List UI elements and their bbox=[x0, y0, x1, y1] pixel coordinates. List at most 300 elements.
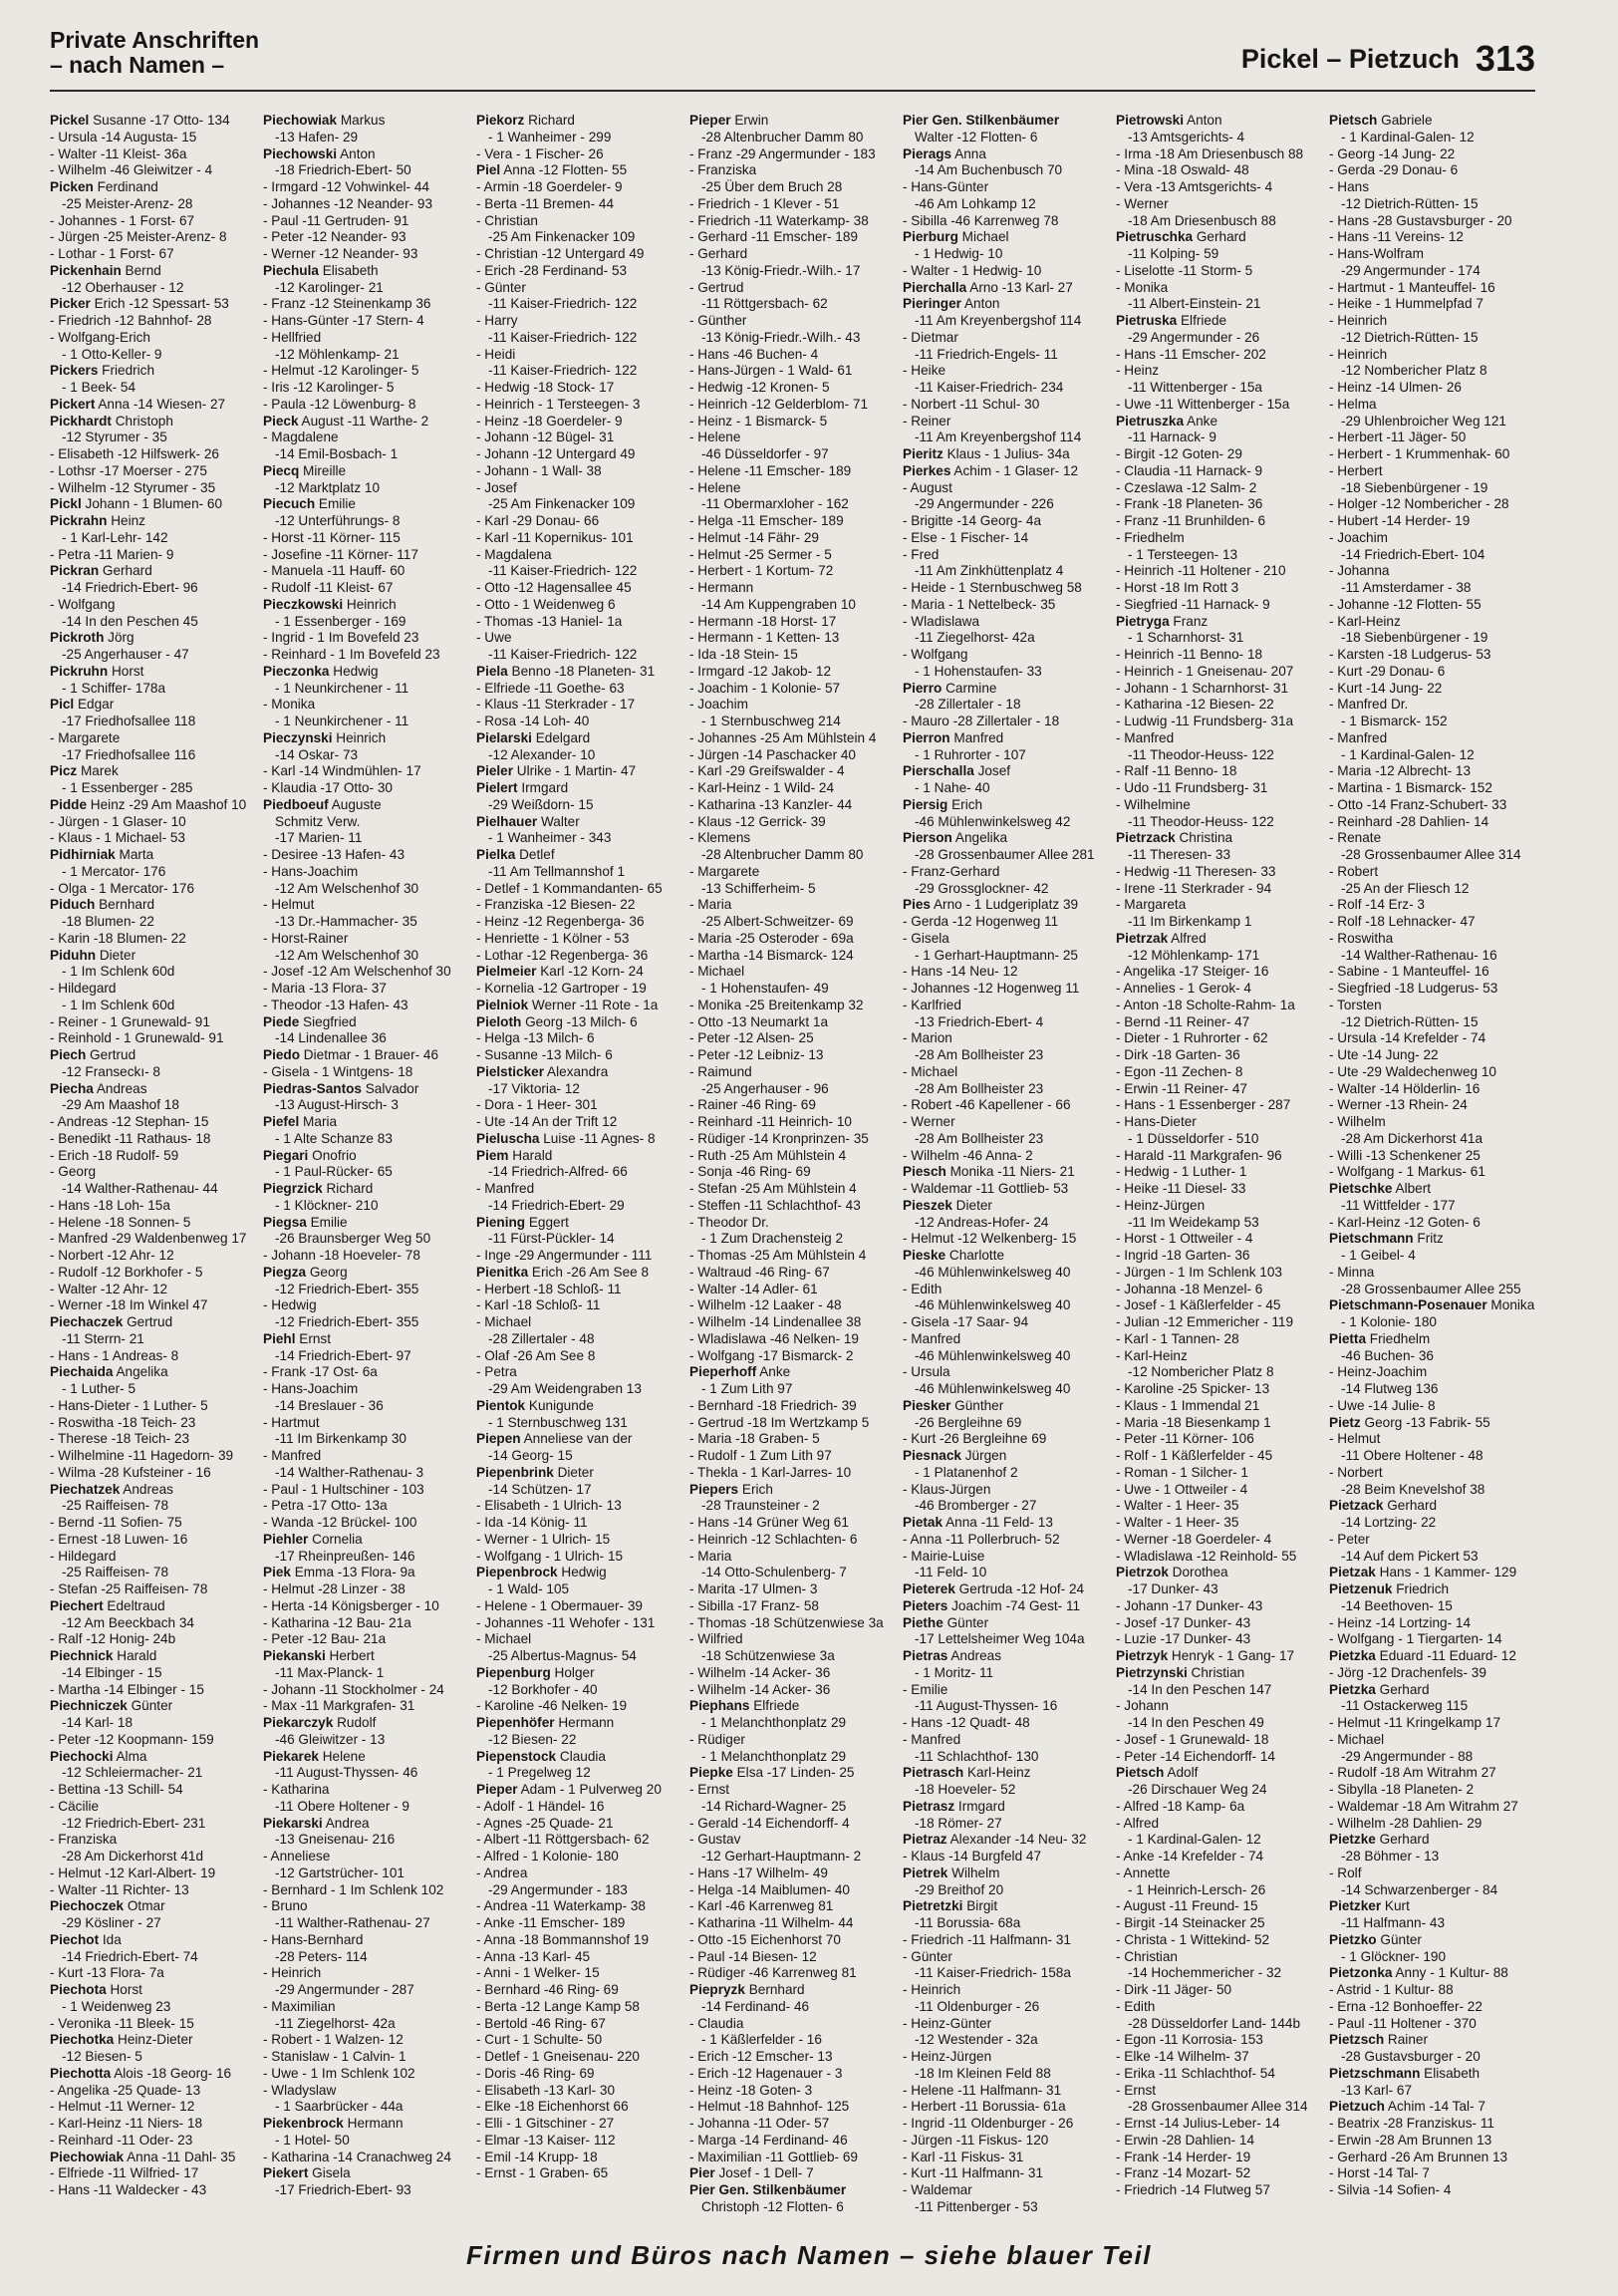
entry-text: - Karl -11 Fiskus- 31 bbox=[903, 2149, 1024, 2164]
entry-text: - 1 Glöckner- 190 bbox=[1341, 1948, 1447, 1964]
directory-entry bbox=[689, 1832, 889, 1849]
entry-text: - Johann -18 Hoeveler- 78 bbox=[263, 1248, 420, 1263]
surname: Pientok bbox=[476, 1397, 526, 1413]
entry-text: - Czeslawa -12 Salm- 2 bbox=[1116, 479, 1257, 495]
entry-text: - Erwin -28 Am Brunnen 13 bbox=[1329, 2132, 1492, 2148]
entry-text: - 1 Im Schlenk 60d bbox=[62, 997, 175, 1012]
entry-text: - Erika -11 Schlachthof- 54 bbox=[1116, 2065, 1275, 2081]
entry-text: - Anton -18 Scholte-Rahm- 1a bbox=[1116, 997, 1295, 1012]
directory-entry bbox=[263, 363, 462, 380]
directory-entry bbox=[903, 1932, 1102, 1949]
entry-text: - Kurt -13 Flora- 7a bbox=[50, 1965, 164, 1981]
entry-text: - Susanne -13 Milch- 6 bbox=[476, 1047, 613, 1062]
directory-entry bbox=[689, 2133, 889, 2150]
directory-entry bbox=[1329, 964, 1528, 981]
directory-entry bbox=[903, 263, 1102, 280]
entry-text: - Robert - 1 Walzen- 12 bbox=[263, 2032, 404, 2048]
entry-text: - Michael bbox=[476, 1314, 532, 1329]
entry-text: - Johanna -11 Oder- 57 bbox=[689, 2116, 830, 2131]
entry-text: -46 Buchen- 36 bbox=[1341, 1347, 1434, 1363]
directory-entry bbox=[689, 1882, 889, 1899]
directory-entry bbox=[1329, 1932, 1528, 1949]
directory-entry bbox=[1116, 330, 1315, 347]
surname: Piechula bbox=[263, 262, 319, 278]
entry-text: Carmine bbox=[942, 680, 997, 696]
directory-entry bbox=[689, 948, 889, 965]
surname: Piel bbox=[476, 162, 501, 178]
directory-entry bbox=[50, 1364, 249, 1381]
directory-entry bbox=[263, 1398, 462, 1415]
entry-text: -28 Grossenbaumer Allee 314 bbox=[1341, 847, 1521, 862]
entry-text: Karl -12 Korn- 24 bbox=[536, 964, 644, 980]
entry-text: - Kurt -29 Donau- 6 bbox=[1329, 663, 1446, 679]
entry-text: Günter bbox=[1376, 1931, 1422, 1947]
directory-entry bbox=[476, 1448, 675, 1465]
entry-text: - Herbert -18 Schloß- 11 bbox=[476, 1281, 622, 1296]
entry-text: - Christa - 1 Wittekind- 52 bbox=[1116, 1931, 1270, 1947]
directory-entry bbox=[476, 864, 675, 881]
entry-text: - Ursula bbox=[903, 1364, 950, 1380]
directory-entry bbox=[1116, 864, 1315, 881]
directory-entry bbox=[476, 263, 675, 280]
entry-text: - Maria - 1 Nettelbeck- 35 bbox=[903, 596, 1056, 612]
directory-entry bbox=[1116, 1565, 1315, 1581]
entry-text: Achim -14 Tal- 7 bbox=[1384, 2099, 1485, 2115]
entry-text: -28 Traunsteiner - 2 bbox=[701, 1498, 820, 1514]
directory-entry bbox=[689, 1265, 889, 1282]
directory-entry bbox=[50, 2116, 249, 2133]
entry-text: - Birgit -14 Steinacker 25 bbox=[1116, 1915, 1265, 1930]
directory-entry bbox=[1116, 1215, 1315, 1232]
footer-note: Firmen und Büros nach Namen – siehe blauer Teil bbox=[466, 2240, 1152, 2270]
entry-text: -11 Im Birkenkamp 1 bbox=[1128, 914, 1252, 929]
directory-entry bbox=[50, 830, 249, 847]
surname: Piekarski bbox=[263, 1815, 323, 1831]
directory-entry bbox=[263, 1064, 462, 1081]
entry-text: Holger bbox=[550, 1664, 595, 1680]
entry-text: - Sabine - 1 Manteuffel- 16 bbox=[1329, 964, 1489, 980]
directory-entry bbox=[1116, 1097, 1315, 1114]
entry-text: - Friedrich -12 Bahnhof- 28 bbox=[50, 313, 212, 328]
directory-entry bbox=[476, 162, 675, 179]
directory-entry bbox=[476, 530, 675, 547]
directory-entry bbox=[903, 697, 1102, 714]
entry-text: - Dirk -11 Jäger- 50 bbox=[1116, 1982, 1232, 1997]
directory-entry bbox=[50, 1047, 249, 1064]
directory-entry bbox=[263, 747, 462, 764]
entry-text: - Erwin -11 Reiner- 47 bbox=[1116, 1080, 1247, 1096]
directory-entry bbox=[689, 1282, 889, 1298]
entry-text: -11 Wittfelder - 177 bbox=[1341, 1197, 1456, 1213]
entry-text: -12 Möhlenkamp- 21 bbox=[275, 346, 400, 362]
entry-text: - Ute -14 Jung- 22 bbox=[1329, 1047, 1439, 1062]
entry-text: - Heinrich bbox=[263, 1965, 322, 1981]
directory-entry bbox=[50, 1482, 249, 1499]
directory-entry bbox=[1329, 1782, 1528, 1799]
entry-text: Adam - 1 Pulverweg 20 bbox=[517, 1782, 662, 1797]
directory-entry bbox=[476, 1615, 675, 1632]
entry-text: -14 Flutweg 136 bbox=[1341, 1381, 1439, 1396]
entry-text: - Hans -46 Buchen- 4 bbox=[689, 346, 819, 362]
entry-text: - Ida -14 König- 11 bbox=[476, 1515, 588, 1530]
entry-text: - Manfred Dr. bbox=[1329, 697, 1409, 713]
directory-entry bbox=[1329, 1482, 1528, 1499]
entry-text: -46 Mühlenwinkelsweg 40 bbox=[915, 1264, 1071, 1280]
directory-entry bbox=[263, 213, 462, 230]
directory-entry bbox=[1329, 1915, 1528, 1932]
directory-entry bbox=[1116, 1431, 1315, 1448]
directory-entry bbox=[263, 1965, 462, 1982]
entry-text: Bernd bbox=[121, 262, 161, 278]
directory-entry bbox=[50, 1782, 249, 1799]
directory-entry bbox=[1116, 647, 1315, 664]
entry-text: Erich bbox=[738, 1481, 773, 1497]
directory-entry bbox=[689, 347, 889, 364]
entry-text: - Erna -12 Bonhoeffer- 22 bbox=[1329, 1998, 1483, 2014]
entry-text: - Hildegard bbox=[50, 981, 117, 996]
entry-text: - Silvia -14 Sofien- 4 bbox=[1329, 2182, 1452, 2197]
directory-entry bbox=[1116, 1782, 1315, 1799]
entry-text: - Wilma -28 Kufsteiner - 16 bbox=[50, 1464, 211, 1480]
entry-text: -29 Am Weidengraben 13 bbox=[488, 1381, 642, 1396]
surname: Pieper bbox=[476, 1782, 518, 1797]
directory-entry bbox=[476, 1030, 675, 1047]
surname: Pietrzak bbox=[1116, 930, 1169, 946]
directory-entry bbox=[1116, 480, 1315, 497]
directory-entry bbox=[689, 1148, 889, 1165]
directory-entry bbox=[50, 1114, 249, 1131]
entry-text: - Joachim - 1 Kolonie- 57 bbox=[689, 680, 841, 696]
entry-text: - Bertold -46 Ring- 67 bbox=[476, 2015, 606, 2031]
entry-text: - Ernst bbox=[1116, 2082, 1157, 2098]
directory-entry bbox=[1329, 2016, 1528, 2033]
entry-text: - Angelika -25 Quade- 13 bbox=[50, 2082, 201, 2098]
entry-text: - Stanislaw - 1 Calvin- 1 bbox=[263, 2049, 406, 2064]
entry-text: - Manfred bbox=[263, 1448, 322, 1463]
directory-entry bbox=[689, 1849, 889, 1866]
entry-text: -14 Oskar- 73 bbox=[275, 746, 359, 762]
entry-text: - Jürgen -25 Meister-Arenz- 8 bbox=[50, 229, 227, 245]
directory-entry bbox=[1329, 1248, 1528, 1265]
directory-entry bbox=[903, 2049, 1102, 2066]
entry-text: - Otto -13 Neumarkt 1a bbox=[689, 1013, 829, 1029]
directory-entry bbox=[263, 1982, 462, 1999]
entry-text: -28 Peters- 114 bbox=[275, 1948, 368, 1964]
directory-entry bbox=[50, 1631, 249, 1648]
entry-text: - Wolfgang-Erich bbox=[50, 329, 150, 345]
entry-text: - Helga -11 Emscher- 189 bbox=[689, 513, 844, 528]
directory-entry bbox=[476, 1816, 675, 1833]
entry-text: - Heinz -18 Goten- 3 bbox=[689, 2082, 813, 2098]
entry-text: - Martina - 1 Bismarck- 152 bbox=[1329, 780, 1492, 795]
directory-entry bbox=[263, 1314, 462, 1331]
entry-text: - Günter bbox=[903, 1948, 952, 1964]
directory-entry bbox=[903, 430, 1102, 446]
directory-entry bbox=[689, 1765, 889, 1782]
entry-text: - Katharina bbox=[263, 1782, 330, 1797]
entry-text: -29 Breithof 20 bbox=[915, 1881, 1004, 1897]
directory-entry bbox=[1329, 1631, 1528, 1648]
entry-text: - Andreas -12 Stephan- 15 bbox=[50, 1114, 209, 1129]
entry-text: -46 Gleiwitzer - 13 bbox=[275, 1731, 386, 1747]
directory-entry bbox=[263, 1415, 462, 1432]
directory-entry bbox=[1116, 1448, 1315, 1465]
directory-entry bbox=[1329, 814, 1528, 831]
entry-text: -11 Kaiser-Friedrich- 158a bbox=[915, 1965, 1071, 1981]
entry-text: - Waldemar -11 Gottlieb- 53 bbox=[903, 1181, 1069, 1196]
directory-entry bbox=[476, 1915, 675, 1932]
surname: Pietrzok bbox=[1116, 1565, 1169, 1580]
entry-text: - Walter -12 Ahr- 12 bbox=[50, 1281, 168, 1296]
surname: Piecha bbox=[50, 1080, 94, 1096]
directory-entry bbox=[1116, 998, 1315, 1014]
entry-text: - Wilhelm -12 Laaker - 48 bbox=[689, 1297, 842, 1313]
directory-entry bbox=[50, 697, 249, 714]
entry-text: -11 Feld- 10 bbox=[915, 1565, 987, 1580]
directory-entry bbox=[263, 864, 462, 881]
entry-text: - Anna -11 Pollerbruch- 52 bbox=[903, 1531, 1060, 1547]
entry-text: - Karin -18 Blumen- 22 bbox=[50, 930, 186, 946]
directory-entry bbox=[903, 914, 1102, 931]
directory-entry bbox=[689, 1448, 889, 1465]
entry-text: - Gerhard -26 Am Brunnen 13 bbox=[1329, 2149, 1508, 2164]
surname: Piepenbrink bbox=[476, 1464, 554, 1480]
entry-text: - Waldemar -18 Am Witrahm 27 bbox=[1329, 1798, 1518, 1814]
directory-entry bbox=[50, 714, 249, 730]
entry-text: - 1 Hohenstaufen- 49 bbox=[701, 981, 829, 996]
entry-text: - Anna -18 Bommannshof 19 bbox=[476, 1931, 650, 1947]
entry-text: - Kurt -26 Bergleihne 69 bbox=[903, 1431, 1047, 1447]
surname: Pielert bbox=[476, 780, 518, 795]
entry-text: - Hans-Joachim bbox=[263, 1381, 359, 1396]
directory-entry bbox=[903, 196, 1102, 213]
entry-text: - Hans - 1 Essenberger - 287 bbox=[1116, 1097, 1291, 1113]
entry-text: - Ursula -14 Augusta- 15 bbox=[50, 129, 197, 144]
directory-entry bbox=[689, 1515, 889, 1532]
entry-text: - Johann -11 Stockholmer - 24 bbox=[263, 1681, 444, 1697]
surname: Pietretzki bbox=[903, 1898, 963, 1914]
entry-text: - Heidi bbox=[476, 346, 516, 362]
directory-entry bbox=[689, 380, 889, 397]
directory-entry bbox=[1329, 914, 1528, 931]
entry-text: - Gertrud bbox=[689, 279, 744, 295]
directory-entry bbox=[476, 2150, 675, 2166]
entry-text: - Ernst -14 Julius-Leber- 14 bbox=[1116, 2116, 1280, 2131]
entry-text: - Werner -12 Neander- 93 bbox=[263, 246, 418, 261]
directory-entry bbox=[50, 1799, 249, 1816]
entry-text: - Helga -13 Milch- 6 bbox=[476, 1030, 595, 1046]
entry-text: - Claudia bbox=[689, 2015, 744, 2031]
directory-entry bbox=[476, 1866, 675, 1882]
surname: Piedo bbox=[263, 1047, 301, 1062]
entry-text: -11 Am Kreyenbergshof 114 bbox=[915, 313, 1082, 328]
section-heading-line2: – nach Namen – bbox=[50, 52, 225, 78]
entry-text: - Uwe - 1 Im Schlenk 102 bbox=[263, 2065, 415, 2081]
entry-text: -14 Georg- 15 bbox=[488, 1448, 573, 1463]
entry-text: -11 Kaiser-Friedrich- 122 bbox=[488, 647, 638, 662]
directory-entry bbox=[689, 914, 889, 931]
entry-text: - Maximilian bbox=[263, 1998, 336, 2014]
directory-entry bbox=[1329, 1431, 1528, 1448]
directory-entry bbox=[50, 363, 249, 380]
entry-text: - Hermann - 1 Ketten- 13 bbox=[689, 630, 840, 646]
entry-text: Gerhard bbox=[99, 563, 152, 579]
entry-text: -14 Friedrich-Ebert- 97 bbox=[275, 1347, 411, 1363]
directory-entry bbox=[263, 513, 462, 530]
directory-entry bbox=[1329, 380, 1528, 397]
directory-entry bbox=[1329, 1465, 1528, 1482]
directory-entry bbox=[689, 1431, 889, 1448]
directory-entry bbox=[476, 1631, 675, 1648]
directory-entry bbox=[50, 380, 249, 397]
directory-entry bbox=[50, 430, 249, 446]
entry-text: - Waltraud -46 Ring- 67 bbox=[689, 1264, 830, 1280]
entry-text: Günther bbox=[950, 1397, 1004, 1413]
directory-entry bbox=[476, 1231, 675, 1248]
directory-entry bbox=[903, 1331, 1102, 1348]
directory-entry bbox=[1116, 948, 1315, 965]
directory-entry bbox=[1116, 246, 1315, 263]
directory-entry bbox=[263, 614, 462, 631]
entry-text: Salvador bbox=[361, 1080, 419, 1096]
entry-text: - Franz-Gerhard bbox=[903, 863, 1000, 879]
directory-entry bbox=[1329, 1231, 1528, 1248]
entry-text: - Michael bbox=[476, 1631, 532, 1647]
directory-entry bbox=[1329, 397, 1528, 414]
directory-entry bbox=[903, 1198, 1102, 1215]
surname: Pietraz bbox=[903, 1832, 947, 1848]
entry-text: - Jürgen -14 Paschacker 40 bbox=[689, 746, 856, 762]
directory-entry bbox=[476, 1498, 675, 1515]
directory-entry bbox=[689, 1297, 889, 1314]
entry-text: - Vera - 1 Fischer- 26 bbox=[476, 145, 604, 161]
directory-entry bbox=[1116, 1749, 1315, 1766]
directory-entry bbox=[50, 1448, 249, 1465]
directory-entry bbox=[1116, 830, 1315, 847]
directory-entry bbox=[1116, 1515, 1315, 1532]
entry-text: Monika bbox=[1486, 1297, 1535, 1313]
entry-text: Hermann bbox=[343, 2116, 404, 2131]
entry-text: - 1 Sternbuschweg 131 bbox=[488, 1414, 628, 1430]
directory-entry bbox=[476, 1215, 675, 1232]
directory-entry bbox=[1116, 496, 1315, 513]
directory-entry bbox=[476, 1565, 675, 1581]
directory-entry bbox=[1116, 2032, 1315, 2049]
directory-entry bbox=[903, 881, 1102, 898]
directory-entry bbox=[689, 2165, 889, 2182]
directory-entry bbox=[1329, 1131, 1528, 1148]
directory-entry bbox=[50, 1248, 249, 1265]
directory-entry bbox=[689, 1047, 889, 1064]
directory-entry bbox=[1116, 2150, 1315, 2166]
entry-text: - Wilhelm -14 Acker- 36 bbox=[689, 1681, 831, 1697]
directory-entry bbox=[1329, 1282, 1528, 1298]
directory-entry bbox=[903, 964, 1102, 981]
entry-text: - Horst -14 Tal- 7 bbox=[1329, 2165, 1430, 2181]
directory-entry bbox=[476, 1398, 675, 1415]
directory-entry bbox=[1116, 1030, 1315, 1047]
directory-entry bbox=[903, 1181, 1102, 1198]
directory-entry bbox=[689, 1364, 889, 1381]
entry-text: - Albert -11 Röttgersbach- 62 bbox=[476, 1832, 650, 1848]
directory-entry bbox=[689, 1648, 889, 1665]
entry-text: - Inge -29 Angermunder - 111 bbox=[476, 1248, 653, 1263]
directory-entry bbox=[476, 1482, 675, 1499]
directory-entry bbox=[1116, 1949, 1315, 1966]
directory-entry bbox=[689, 697, 889, 714]
entry-text: - Josef - 1 Grunewald- 18 bbox=[1116, 1731, 1269, 1747]
directory-entry bbox=[476, 1331, 675, 1348]
entry-text: - Manfred bbox=[1329, 729, 1388, 745]
directory-entry bbox=[50, 2066, 249, 2083]
directory-entry bbox=[1116, 1164, 1315, 1181]
directory-entry bbox=[1116, 229, 1315, 246]
directory-entry bbox=[476, 1765, 675, 1782]
directory-entry bbox=[689, 496, 889, 513]
entry-text: - Johann - 1 Scharnhorst- 31 bbox=[1116, 680, 1289, 696]
entry-text: - Jürgen - 1 Glaser- 10 bbox=[50, 813, 186, 829]
directory-entry bbox=[1116, 747, 1315, 764]
directory-entry bbox=[1329, 730, 1528, 747]
entry-text: - Alfred bbox=[1116, 1815, 1160, 1831]
directory-entry bbox=[903, 981, 1102, 998]
directory-entry bbox=[689, 2032, 889, 2049]
entry-text: Helene bbox=[318, 1748, 366, 1764]
directory-entry bbox=[1329, 1898, 1528, 1915]
surname: Pierags bbox=[903, 145, 952, 161]
directory-entry bbox=[263, 280, 462, 297]
entry-text: Georg -13 Milch- 6 bbox=[521, 1013, 638, 1029]
entry-text: - Hans bbox=[1329, 179, 1370, 194]
directory-entry bbox=[1329, 1064, 1528, 1081]
entry-text: Gertrud bbox=[86, 1047, 136, 1062]
entry-text: - Thomas -13 Haniel- 1a bbox=[476, 613, 623, 629]
entry-text: - Uwe -14 Julie- 8 bbox=[1329, 1397, 1436, 1413]
entry-text: -28 Am Bollheister 23 bbox=[915, 1130, 1044, 1146]
entry-text: -12 Oberhauser - 12 bbox=[62, 279, 184, 295]
directory-entry bbox=[476, 380, 675, 397]
entry-text: Horst bbox=[108, 663, 144, 679]
directory-entry bbox=[476, 229, 675, 246]
directory-entry bbox=[689, 1482, 889, 1499]
entry-text: - Bernd -11 Sofien- 75 bbox=[50, 1515, 182, 1530]
surname: Piechatzek bbox=[50, 1481, 121, 1497]
directory-entry bbox=[903, 2083, 1102, 2100]
surname: Pietzka bbox=[1329, 1681, 1376, 1697]
entry-text: -25 Am Finkenacker 109 bbox=[488, 496, 636, 512]
entry-text: Christoph -12 Flotten- 6 bbox=[701, 2198, 844, 2214]
directory-column bbox=[476, 113, 675, 2190]
directory-entry bbox=[1116, 681, 1315, 698]
entry-text: -25 Raiffeisen- 78 bbox=[62, 1498, 169, 1514]
directory-entry bbox=[50, 630, 249, 647]
directory-entry bbox=[263, 313, 462, 330]
directory-entry bbox=[50, 1081, 249, 1098]
entry-text: - Frank -17 Ost- 6a bbox=[263, 1364, 378, 1380]
entry-text: - Harry bbox=[476, 313, 518, 328]
entry-text: - Reinhard -11 Oder- 23 bbox=[50, 2132, 193, 2148]
directory-entry bbox=[689, 714, 889, 730]
entry-text: Herbert bbox=[325, 1648, 375, 1663]
directory-entry bbox=[689, 246, 889, 263]
entry-text: Manfred bbox=[949, 729, 1004, 745]
entry-text: - Martha -14 Bismarck- 124 bbox=[689, 947, 854, 963]
entry-text: Georg bbox=[306, 1264, 348, 1280]
directory-entry bbox=[476, 714, 675, 730]
directory-entry bbox=[903, 1314, 1102, 1331]
entry-text: Dieter bbox=[951, 1197, 992, 1213]
directory-entry bbox=[1116, 1849, 1315, 1866]
